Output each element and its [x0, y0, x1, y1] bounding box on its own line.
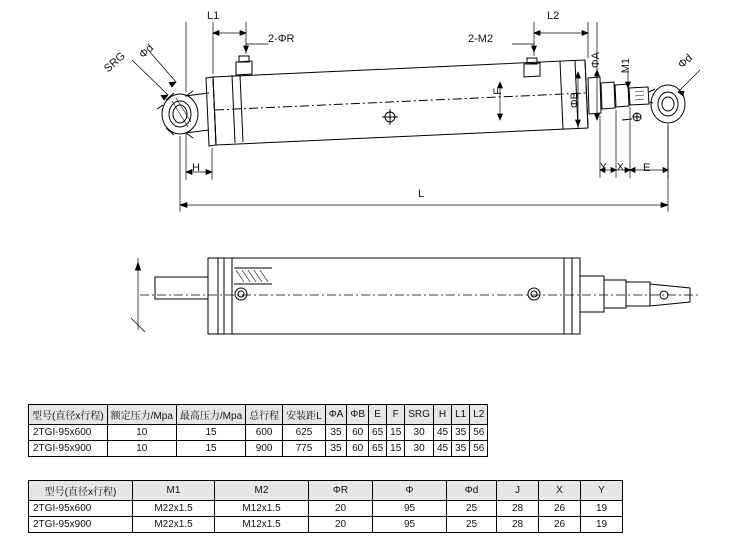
right-rod-assembly: [588, 77, 685, 123]
t1-h-4: 安装距L: [283, 405, 326, 425]
label-l-overall: L: [418, 188, 425, 200]
label-l2: L2: [547, 10, 560, 22]
t2-h-8: Y: [581, 481, 623, 501]
t2-r0-c2: M12x1.5: [215, 501, 309, 517]
label-srg: SRG: [102, 50, 128, 75]
t1-h-1: 额定压力/Mpa: [107, 405, 176, 425]
t2-h-5: Φd: [447, 481, 497, 501]
t1-r0-c2: 15: [176, 425, 245, 441]
label-phi-a: ΦA: [590, 52, 602, 69]
table-row: [29, 425, 488, 441]
t1-r1-c10: 45: [433, 441, 451, 457]
t1-r0-c0: 2TGI-95x600: [29, 425, 108, 441]
t1-r1-c11: 35: [452, 441, 470, 457]
t2-r1-c8: 19: [581, 517, 623, 533]
t2-r1-c4: 95: [373, 517, 447, 533]
t2-r0-c1: M22x1.5: [133, 501, 215, 517]
label-x: X: [617, 162, 624, 173]
label-m1: M1: [620, 58, 632, 74]
t2-h-6: J: [497, 481, 539, 501]
label-h: H: [192, 162, 200, 174]
t1-r1-c12: 56: [470, 441, 488, 457]
t1-r0-c12: 56: [470, 425, 488, 441]
t2-r0-c3: 20: [309, 501, 373, 517]
t2-r1-c6: 28: [497, 517, 539, 533]
t1-r0-c11: 35: [452, 425, 470, 441]
t1-h-3: 总行程: [246, 405, 283, 425]
t1-r0-c7: 65: [369, 425, 387, 441]
t1-r1-c7: 65: [369, 441, 387, 457]
t1-h-2: 最高压力/Mpa: [176, 405, 245, 425]
t2-h-7: X: [539, 481, 581, 501]
t1-r0-c8: 15: [387, 425, 405, 441]
t1-h-7: E: [369, 405, 387, 425]
t1-r1-c6: 60: [347, 441, 369, 457]
t2-r0-c4: 95: [373, 501, 447, 517]
t1-h-5: ΦA: [325, 405, 347, 425]
t2-r1-c5: 25: [447, 517, 497, 533]
t2-h-0: 型号(直径x行程): [29, 481, 133, 501]
label-phi-d-left: Φd: [137, 42, 157, 61]
t2-r0-c6: 28: [497, 501, 539, 517]
label-2-m2: 2-M2: [468, 33, 494, 45]
table-row: [29, 501, 623, 517]
t2-h-1: M1: [133, 481, 215, 501]
label-y: Y: [600, 162, 607, 173]
t1-h-12: L2: [470, 405, 488, 425]
t1-r0-c6: 60: [347, 425, 369, 441]
table1-header-row: [29, 405, 488, 425]
t1-h-8: F: [387, 405, 405, 425]
label-f: F: [492, 88, 504, 95]
t1-r0-c3: 600: [246, 425, 283, 441]
t2-h-3: ΦR: [309, 481, 373, 501]
t1-r1-c5: 35: [325, 441, 347, 457]
label-2-phi-r: 2-ΦR: [268, 33, 295, 45]
t2-h-4: Φ: [373, 481, 447, 501]
t1-r0-c9: 30: [405, 425, 434, 441]
t1-r1-c3: 900: [246, 441, 283, 457]
t2-r1-c3: 20: [309, 517, 373, 533]
t1-r0-c1: 10: [107, 425, 176, 441]
t2-h-2: M2: [215, 481, 309, 501]
t2-r0-c7: 26: [539, 501, 581, 517]
t1-h-10: H: [433, 405, 451, 425]
t1-h-9: SRG: [405, 405, 434, 425]
t2-r0-c8: 19: [581, 501, 623, 517]
label-l1: L1: [207, 10, 220, 22]
t1-h-0: 型号(直径x行程): [29, 405, 108, 425]
t1-r0-c10: 45: [433, 425, 451, 441]
barrel-top-view: [206, 56, 588, 146]
t1-r1-c0: 2TGI-95x900: [29, 441, 108, 457]
t2-r0-c5: 25: [447, 501, 497, 517]
table-row: [29, 441, 488, 457]
t1-r1-c4: 775: [283, 441, 326, 457]
t2-r1-c7: 26: [539, 517, 581, 533]
t1-r0-c4: 625: [283, 425, 326, 441]
t1-r1-c9: 30: [405, 441, 434, 457]
t2-r1-c2: M12x1.5: [215, 517, 309, 533]
label-phi-d-right: Φd: [676, 52, 696, 71]
dimension-lines-top: [132, 22, 700, 212]
t1-r1-c8: 15: [387, 441, 405, 457]
table2-header-row: [29, 481, 623, 501]
t2-r0-c0: 2TGI-95x600: [29, 501, 133, 517]
label-e: E: [643, 162, 651, 174]
t2-r1-c1: M22x1.5: [133, 517, 215, 533]
t1-r0-c5: 35: [325, 425, 347, 441]
label-phi-b: ΦB: [569, 92, 581, 109]
spec-table-1: [28, 404, 488, 457]
t1-h-11: L1: [452, 405, 470, 425]
t1-r1-c2: 15: [176, 441, 245, 457]
table-row: [29, 517, 623, 533]
t1-h-6: ΦB: [347, 405, 369, 425]
spec-table-2: [28, 480, 623, 533]
t1-r1-c1: 10: [107, 441, 176, 457]
t2-r1-c0: 2TGI-95x900: [29, 517, 133, 533]
barrel-bottom-view: [131, 258, 700, 334]
